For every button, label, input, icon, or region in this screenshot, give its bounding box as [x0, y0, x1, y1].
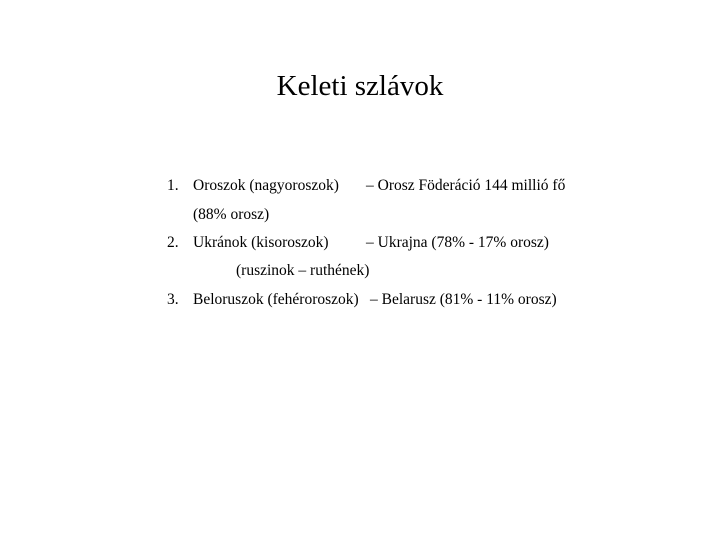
list-item-1-detail: – Orosz Föderáció 144 millió fő	[366, 177, 566, 194]
list-item-2-note: (ruszinok – ruthének)	[236, 262, 370, 279]
list-item-2-detail: – Ukrajna (78% - 17% orosz)	[366, 234, 549, 251]
list-number-1: 1.	[167, 177, 179, 194]
list-item-3-name: Beloruszok (fehéroroszok)	[193, 291, 359, 308]
list-item-1-name: Oroszok (nagyoroszok)	[193, 177, 339, 194]
list-item-1-note: (88% orosz)	[193, 206, 270, 223]
list-number-2: 2.	[167, 234, 179, 251]
list-number-3: 3.	[167, 291, 179, 308]
list-item-3-detail: – Belarusz (81% - 11% orosz)	[370, 291, 557, 308]
slide-title: Keleti szlávok	[276, 70, 444, 102]
list-item-2-name: Ukránok (kisoroszok)	[193, 234, 329, 251]
